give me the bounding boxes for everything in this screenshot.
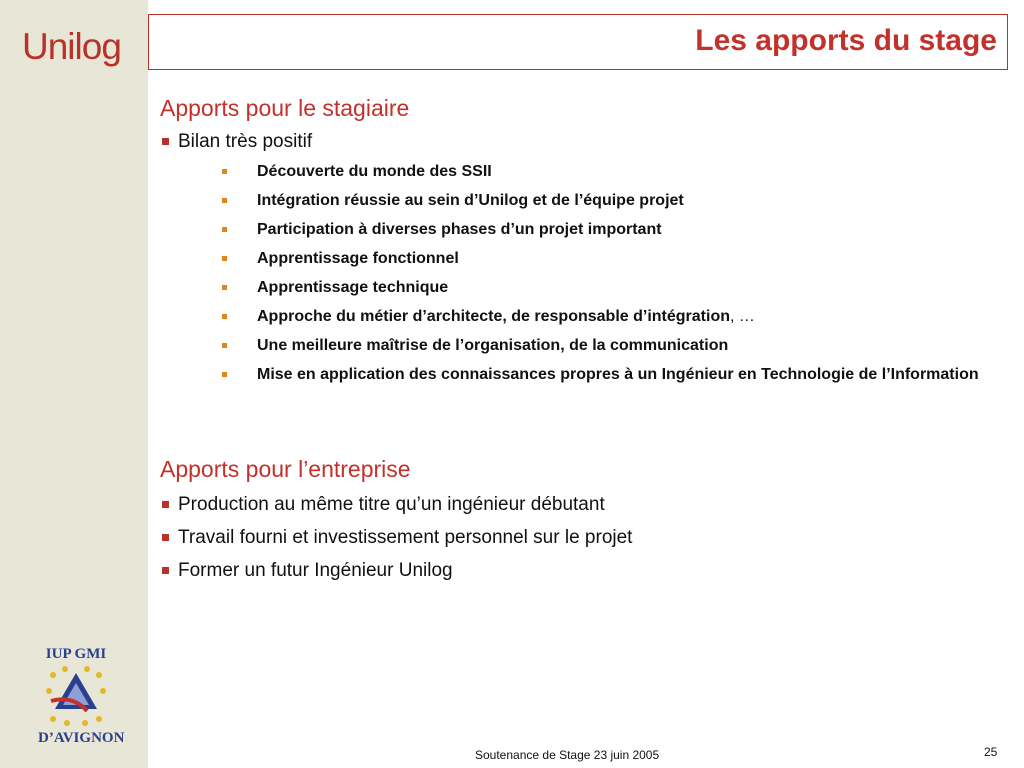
sub-list-item-text: Découverte du monde des SSII — [257, 163, 492, 180]
square-bullet-icon — [222, 372, 227, 377]
sub-list-item — [160, 190, 1005, 212]
square-bullet-icon — [222, 169, 227, 174]
sub-list-item-text: Apprentissage fonctionnel — [257, 250, 459, 267]
list-item — [160, 526, 1005, 550]
sub-list-item-text: Apprentissage technique — [257, 279, 449, 296]
unilog-logo: Unilog — [22, 26, 121, 67]
square-bullet-icon — [222, 256, 227, 261]
list-item-text: Bilan très positif — [178, 131, 313, 152]
sub-list-item-text: Participation à diverses phases d’un projet important — [257, 221, 662, 238]
sub-list-item-text: Approche du métier d’architecte, de responsable d’intégration — [257, 308, 730, 325]
list-item-text: Former un futur Ingénieur Unilog — [178, 560, 453, 581]
slide-title: Les apports du stage — [695, 24, 997, 57]
list-item-text: Production au même titre qu’un ingénieur débutant — [178, 494, 605, 515]
sub-list-item-text: Une meilleure maîtrise de l’organisation, de la communication — [257, 337, 729, 354]
iup-emblem-icon — [43, 665, 109, 727]
square-bullet-icon — [222, 314, 227, 319]
sub-list-item — [160, 161, 1005, 183]
section-entreprise — [160, 454, 1005, 583]
square-bullet-icon — [162, 501, 169, 508]
sub-list-item-text: Intégration réussie au sein d’Unilog et de l’équipe projet — [257, 192, 684, 209]
square-bullet-icon — [222, 198, 227, 203]
list-item — [160, 493, 1005, 517]
page-number: 25 — [984, 745, 998, 759]
section-heading-entreprise: Apports pour l’entreprise — [160, 456, 411, 482]
sub-list-item — [160, 306, 1005, 328]
sub-list-item-ellipsis: , … — [729, 308, 755, 325]
iup-logo-bottom-text: D’AVIGNON — [38, 730, 125, 746]
slide-content — [160, 93, 1005, 583]
square-bullet-icon — [222, 285, 227, 290]
square-bullet-icon — [162, 534, 169, 541]
list-item — [160, 130, 1005, 154]
sidebar — [0, 0, 148, 768]
square-bullet-icon — [162, 567, 169, 574]
iup-logo-top-text: IUP GMI — [45, 646, 107, 662]
sub-list-item-text: Mise en application des connaissances propres à un Ingénieur en Technologie de l’Information — [257, 366, 979, 383]
sub-list-item — [160, 335, 1005, 357]
list-item — [160, 559, 1005, 583]
sub-list-item — [160, 219, 1005, 241]
footer-text: Soutenance de Stage 23 juin 2005 — [475, 748, 660, 762]
square-bullet-icon — [162, 138, 169, 145]
sub-list-item — [160, 248, 1005, 270]
list-item-text: Travail fourni et investissement personnel sur le projet — [178, 527, 633, 548]
square-bullet-icon — [222, 227, 227, 232]
slide-title-box — [148, 14, 1008, 70]
sub-list-item — [160, 277, 1005, 299]
square-bullet-icon — [222, 343, 227, 348]
section-heading-stagiaire: Apports pour le stagiaire — [160, 95, 410, 121]
sub-list-item — [160, 364, 1005, 386]
section-spacer — [160, 386, 1005, 454]
iup-gmi-logo — [38, 645, 125, 755]
